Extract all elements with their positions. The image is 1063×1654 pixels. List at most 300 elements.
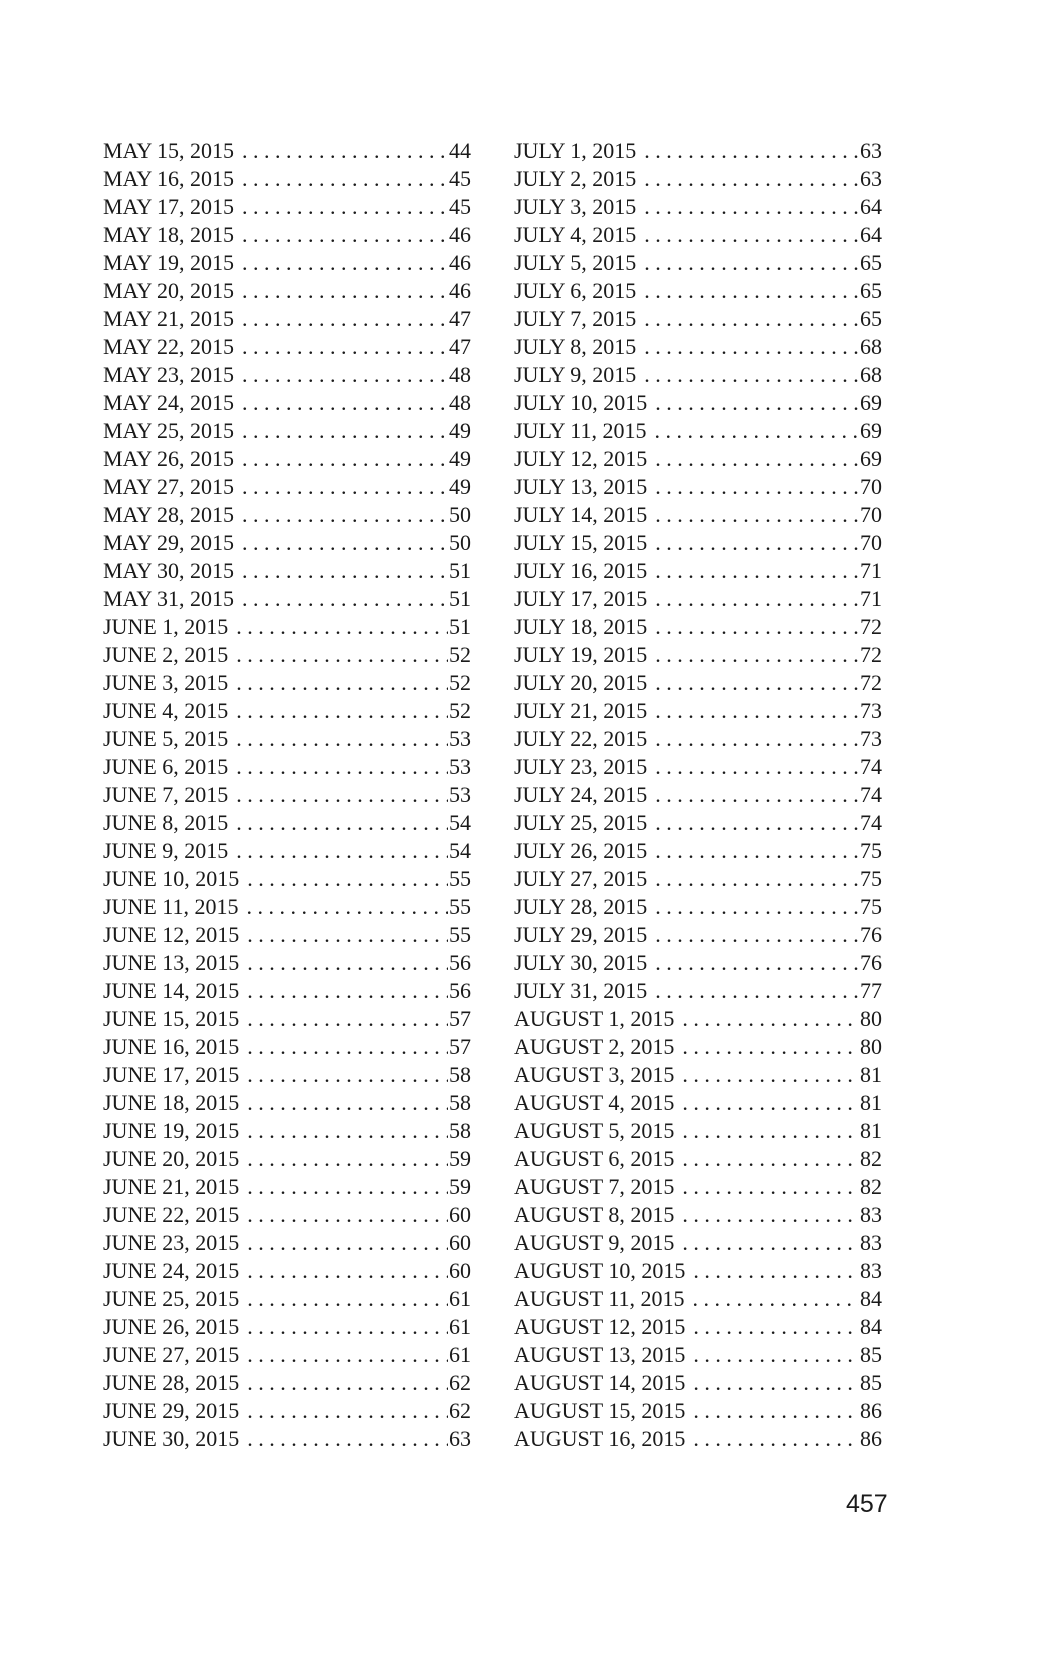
toc-entry [103, 417, 471, 445]
toc-entry-page: 51 [449, 586, 471, 611]
toc-entry-date: MAY 19, 2015 [103, 250, 235, 275]
dot-leader [655, 725, 859, 753]
toc-entry-page: 70 [860, 530, 882, 555]
toc-entry [103, 1425, 471, 1453]
toc-entry-date: JUNE 16, 2015 [103, 1034, 240, 1059]
dot-leader [655, 865, 859, 893]
toc-entry [103, 753, 471, 781]
toc-entry [514, 1201, 882, 1229]
dot-leader [693, 1257, 859, 1285]
toc-entry-date: JULY 30, 2015 [514, 950, 648, 975]
page-number: 457 [846, 1490, 888, 1518]
toc-column-right [514, 137, 882, 1453]
toc-entry-page: 63 [860, 138, 882, 163]
toc-entry [514, 949, 882, 977]
toc-entry [514, 1257, 882, 1285]
dot-leader [236, 641, 448, 669]
toc-entry [103, 949, 471, 977]
dot-leader [655, 613, 859, 641]
dot-leader [247, 1313, 448, 1341]
dot-leader [236, 837, 448, 865]
toc-entry [103, 809, 471, 837]
toc-entry-page: 86 [860, 1426, 882, 1451]
toc-entry [103, 669, 471, 697]
toc-entry-page: 48 [449, 362, 471, 387]
dot-leader [247, 1173, 448, 1201]
toc-entry-date: AUGUST 3, 2015 [514, 1062, 675, 1087]
dot-leader [644, 249, 859, 277]
toc-entry-page: 46 [449, 278, 471, 303]
toc-entry [103, 921, 471, 949]
toc-entry-page: 48 [449, 390, 471, 415]
toc-entry [103, 305, 471, 333]
toc-entry-page: 83 [860, 1230, 882, 1255]
dot-leader [655, 641, 859, 669]
toc-entry [103, 557, 471, 585]
toc-entry-page: 58 [449, 1090, 471, 1115]
toc-entry-page: 82 [860, 1174, 882, 1199]
toc-entry-page: 63 [860, 166, 882, 191]
toc-entry [514, 221, 882, 249]
toc-entry [514, 893, 882, 921]
toc-entry-page: 45 [449, 166, 471, 191]
dot-leader [247, 1061, 448, 1089]
toc-entry-page: 58 [449, 1062, 471, 1087]
toc-entry-date: JULY 10, 2015 [514, 390, 648, 415]
toc-entry [514, 585, 882, 613]
toc-entry [514, 1061, 882, 1089]
dot-leader [655, 809, 859, 837]
toc-entry-page: 73 [860, 698, 882, 723]
dot-leader [655, 445, 859, 473]
toc-entry [514, 1313, 882, 1341]
toc-entry-date: JULY 3, 2015 [514, 194, 637, 219]
toc-entry-date: JUNE 12, 2015 [103, 922, 240, 947]
dot-leader [655, 585, 859, 613]
toc-entry-date: MAY 18, 2015 [103, 222, 235, 247]
toc-entry [103, 1201, 471, 1229]
toc-entry-date: JUNE 14, 2015 [103, 978, 240, 1003]
toc-entry-date: JUNE 6, 2015 [103, 754, 229, 779]
dot-leader [242, 165, 448, 193]
dot-leader [693, 1397, 859, 1425]
toc-entry-page: 53 [449, 782, 471, 807]
toc-entry-date: AUGUST 14, 2015 [514, 1370, 686, 1395]
toc-entry-date: JUNE 28, 2015 [103, 1370, 240, 1395]
dot-leader [242, 501, 448, 529]
toc-entry-date: JULY 18, 2015 [514, 614, 648, 639]
dot-leader [655, 753, 859, 781]
toc-entry-page: 84 [860, 1314, 882, 1339]
toc-entry [514, 1033, 882, 1061]
toc-entry-page: 55 [449, 866, 471, 891]
dot-leader [655, 389, 859, 417]
dot-leader [247, 949, 448, 977]
dot-leader [247, 1145, 448, 1173]
toc-entry-date: JULY 8, 2015 [514, 334, 637, 359]
toc-entry [103, 725, 471, 753]
toc-entry-date: JULY 13, 2015 [514, 474, 648, 499]
toc-entry-date: MAY 31, 2015 [103, 586, 235, 611]
toc-entry-page: 61 [449, 1314, 471, 1339]
toc-entry [103, 1397, 471, 1425]
dot-leader [247, 1117, 448, 1145]
toc-entry-date: JUNE 15, 2015 [103, 1006, 240, 1031]
toc-entry [514, 249, 882, 277]
dot-leader [242, 249, 448, 277]
dot-leader [655, 781, 859, 809]
toc-entry-date: JULY 11, 2015 [514, 418, 647, 443]
toc-entry [514, 445, 882, 473]
dot-leader [654, 417, 859, 445]
toc-entry-date: JULY 29, 2015 [514, 922, 648, 947]
dot-leader [655, 529, 859, 557]
toc-entry [103, 865, 471, 893]
toc-entry [514, 137, 882, 165]
toc-entry [103, 613, 471, 641]
dot-leader [247, 921, 448, 949]
toc-entry-page: 57 [449, 1034, 471, 1059]
toc-entry-page: 84 [860, 1286, 882, 1311]
dot-leader [247, 1089, 448, 1117]
toc-entry-page: 53 [449, 754, 471, 779]
toc-entry [103, 1173, 471, 1201]
toc-entry-page: 68 [860, 362, 882, 387]
toc-entry-date: JULY 2, 2015 [514, 166, 637, 191]
toc-entry-page: 81 [860, 1090, 882, 1115]
toc-entry-date: JULY 7, 2015 [514, 306, 637, 331]
toc-entry-page: 80 [860, 1034, 882, 1059]
toc-entry-date: JUNE 19, 2015 [103, 1118, 240, 1143]
toc-entry [514, 1117, 882, 1145]
toc-entry-page: 52 [449, 642, 471, 667]
toc-entry-page: 77 [860, 978, 882, 1003]
toc-entry-date: AUGUST 2, 2015 [514, 1034, 675, 1059]
dot-leader [242, 221, 448, 249]
toc-entry [514, 389, 882, 417]
toc-entry-date: JULY 22, 2015 [514, 726, 648, 751]
toc-entry-date: JULY 6, 2015 [514, 278, 637, 303]
toc-entry-page: 70 [860, 502, 882, 527]
toc-entry [103, 1061, 471, 1089]
toc-entry [514, 361, 882, 389]
toc-entry-date: JULY 14, 2015 [514, 502, 648, 527]
toc-entry-page: 59 [449, 1174, 471, 1199]
toc-entry-date: JUNE 4, 2015 [103, 698, 229, 723]
toc-entry [103, 1285, 471, 1313]
toc-entry [514, 977, 882, 1005]
toc-entry-date: JUNE 26, 2015 [103, 1314, 240, 1339]
toc-entry-date: MAY 17, 2015 [103, 194, 235, 219]
dot-leader [682, 1061, 859, 1089]
toc-entry-date: JUNE 9, 2015 [103, 838, 229, 863]
dot-leader [236, 753, 448, 781]
toc-entry-page: 56 [449, 978, 471, 1003]
dot-leader [247, 1425, 448, 1453]
toc-entry [103, 165, 471, 193]
dot-leader [644, 361, 859, 389]
toc-entry-date: JUNE 13, 2015 [103, 950, 240, 975]
toc-entry-page: 65 [860, 306, 882, 331]
dot-leader [247, 1201, 448, 1229]
toc-entry-date: AUGUST 15, 2015 [514, 1398, 686, 1423]
toc-entry-date: AUGUST 1, 2015 [514, 1006, 675, 1031]
toc-entry-page: 85 [860, 1370, 882, 1395]
dot-leader [236, 613, 448, 641]
toc-entry [103, 389, 471, 417]
dot-leader [247, 1369, 448, 1397]
toc-entry [103, 1089, 471, 1117]
toc-entry [103, 1145, 471, 1173]
toc-entry [514, 1229, 882, 1257]
toc-entry-date: AUGUST 8, 2015 [514, 1202, 675, 1227]
toc-entry-date: MAY 25, 2015 [103, 418, 235, 443]
toc-entry-date: JULY 24, 2015 [514, 782, 648, 807]
toc-entry-date: JUNE 2, 2015 [103, 642, 229, 667]
dot-leader [655, 697, 859, 725]
toc-entry [103, 1033, 471, 1061]
toc-entry-page: 57 [449, 1006, 471, 1031]
toc-entry-date: MAY 20, 2015 [103, 278, 235, 303]
toc-entry-page: 72 [860, 614, 882, 639]
dot-leader [644, 193, 859, 221]
toc-entry [514, 669, 882, 697]
dot-leader [246, 893, 448, 921]
toc-entry-date: AUGUST 13, 2015 [514, 1342, 686, 1367]
dot-leader [247, 1033, 448, 1061]
toc-entry-page: 71 [860, 558, 882, 583]
toc-entry [514, 165, 882, 193]
toc-entry-page: 81 [860, 1118, 882, 1143]
toc-entry-page: 60 [449, 1230, 471, 1255]
toc-entry [103, 137, 471, 165]
toc-entry-date: JUNE 20, 2015 [103, 1146, 240, 1171]
dot-leader [655, 893, 859, 921]
dot-leader [242, 333, 448, 361]
toc-entry [514, 501, 882, 529]
dot-leader [644, 333, 859, 361]
toc-entry [514, 1145, 882, 1173]
toc-entry-date: MAY 22, 2015 [103, 334, 235, 359]
toc-entry-page: 62 [449, 1370, 471, 1395]
dot-leader [655, 473, 859, 501]
toc-entry-page: 74 [860, 754, 882, 779]
toc-entry [514, 613, 882, 641]
toc-entry-date: JUNE 27, 2015 [103, 1342, 240, 1367]
toc-entry [103, 221, 471, 249]
toc-entry-page: 61 [449, 1342, 471, 1367]
dot-leader [693, 1313, 859, 1341]
dot-leader [247, 1397, 448, 1425]
toc-entry [514, 1397, 882, 1425]
toc-entry [103, 249, 471, 277]
toc-entry-page: 47 [449, 334, 471, 359]
toc-entry-date: JULY 15, 2015 [514, 530, 648, 555]
toc-entry [103, 781, 471, 809]
toc-entry [514, 473, 882, 501]
toc-entry-page: 83 [860, 1202, 882, 1227]
toc-entry [514, 333, 882, 361]
toc-entry-date: MAY 30, 2015 [103, 558, 235, 583]
toc-entry-page: 49 [449, 418, 471, 443]
toc-entry-date: JULY 16, 2015 [514, 558, 648, 583]
dot-leader [242, 417, 448, 445]
toc-entry-date: MAY 28, 2015 [103, 502, 235, 527]
toc-entry-page: 49 [449, 446, 471, 471]
toc-entry-date: JUNE 8, 2015 [103, 810, 229, 835]
toc-entry-date: AUGUST 6, 2015 [514, 1146, 675, 1171]
dot-leader [693, 1425, 859, 1453]
dot-leader [236, 697, 448, 725]
dot-leader [655, 669, 859, 697]
toc-entry-page: 69 [860, 390, 882, 415]
dot-leader [644, 165, 859, 193]
toc-entry-date: JUNE 23, 2015 [103, 1230, 240, 1255]
toc-entry-date: MAY 29, 2015 [103, 530, 235, 555]
toc-entry [103, 193, 471, 221]
toc-entry-page: 51 [449, 614, 471, 639]
toc-entry-date: JUNE 11, 2015 [103, 894, 239, 919]
toc-entry [514, 557, 882, 585]
toc-entry-page: 59 [449, 1146, 471, 1171]
toc-entry-page: 58 [449, 1118, 471, 1143]
toc-entry [103, 1229, 471, 1257]
toc-entry-page: 63 [449, 1426, 471, 1451]
toc-entry-page: 46 [449, 222, 471, 247]
toc-entry-page: 81 [860, 1062, 882, 1087]
dot-leader [655, 501, 859, 529]
toc-entry-date: AUGUST 4, 2015 [514, 1090, 675, 1115]
dot-leader [242, 445, 448, 473]
toc-entry [514, 1089, 882, 1117]
dot-leader [242, 361, 448, 389]
toc-entry-page: 60 [449, 1258, 471, 1283]
toc-column-left [103, 137, 471, 1453]
toc-entry [514, 837, 882, 865]
toc-entry-page: 61 [449, 1286, 471, 1311]
dot-leader [236, 725, 448, 753]
toc-entry [514, 725, 882, 753]
toc-entry-page: 50 [449, 502, 471, 527]
toc-entry-page: 47 [449, 306, 471, 331]
dot-leader [242, 585, 448, 613]
toc-entry [103, 1005, 471, 1033]
toc-entry [514, 921, 882, 949]
dot-leader [247, 1229, 448, 1257]
dot-leader [682, 1145, 859, 1173]
toc-entry [103, 837, 471, 865]
toc-entry-page: 52 [449, 670, 471, 695]
toc-entry-date: JUNE 17, 2015 [103, 1062, 240, 1087]
dot-leader [693, 1285, 859, 1313]
dot-leader [236, 781, 448, 809]
toc-entry [103, 641, 471, 669]
toc-entry-date: JULY 21, 2015 [514, 698, 648, 723]
toc-entry-date: JUNE 24, 2015 [103, 1258, 240, 1283]
toc-entry [103, 473, 471, 501]
dot-leader [655, 949, 859, 977]
toc-entry-date: JUNE 21, 2015 [103, 1174, 240, 1199]
toc-entry-page: 56 [449, 950, 471, 975]
toc-entry-date: AUGUST 16, 2015 [514, 1426, 686, 1451]
dot-leader [236, 809, 448, 837]
dot-leader [655, 837, 859, 865]
toc-entry-date: JUNE 25, 2015 [103, 1286, 240, 1311]
toc-entry [103, 1313, 471, 1341]
toc-entry [514, 305, 882, 333]
toc-entry-page: 62 [449, 1398, 471, 1423]
toc-entry-date: JUNE 3, 2015 [103, 670, 229, 695]
toc-entry-date: MAY 21, 2015 [103, 306, 235, 331]
dot-leader [247, 1341, 448, 1369]
toc-entry [103, 445, 471, 473]
dot-leader [242, 473, 448, 501]
toc-entry-page: 82 [860, 1146, 882, 1171]
toc-entry-date: JUNE 5, 2015 [103, 726, 229, 751]
dot-leader [682, 1173, 859, 1201]
toc-entry [103, 697, 471, 725]
toc-entry-date: JULY 12, 2015 [514, 446, 648, 471]
toc-entry [514, 1341, 882, 1369]
toc-entry-page: 65 [860, 278, 882, 303]
dot-leader [247, 1005, 448, 1033]
toc-entry-page: 55 [449, 922, 471, 947]
toc-entry-date: MAY 23, 2015 [103, 362, 235, 387]
dot-leader [247, 865, 448, 893]
toc-entry-date: JULY 5, 2015 [514, 250, 637, 275]
toc-entry [103, 1341, 471, 1369]
toc-entry-page: 73 [860, 726, 882, 751]
toc-entry-page: 86 [860, 1398, 882, 1423]
toc-entry-date: AUGUST 9, 2015 [514, 1230, 675, 1255]
toc-entry [103, 529, 471, 557]
dot-leader [644, 137, 859, 165]
toc-entry-page: 68 [860, 334, 882, 359]
dot-leader [682, 1089, 859, 1117]
dot-leader [655, 921, 859, 949]
toc-entry-date: AUGUST 10, 2015 [514, 1258, 686, 1283]
toc-entry-date: JUNE 30, 2015 [103, 1426, 240, 1451]
toc-entry-date: JULY 19, 2015 [514, 642, 648, 667]
toc-entry [103, 585, 471, 613]
toc-entry-date: AUGUST 11, 2015 [514, 1286, 685, 1311]
dot-leader [655, 977, 859, 1005]
toc-entry-page: 76 [860, 922, 882, 947]
toc-entry [514, 641, 882, 669]
toc-entry-date: JULY 1, 2015 [514, 138, 637, 163]
dot-leader [247, 977, 448, 1005]
dot-leader [247, 1285, 448, 1313]
toc-entry-date: JUNE 1, 2015 [103, 614, 229, 639]
toc-entry-page: 50 [449, 530, 471, 555]
toc-entry-page: 75 [860, 894, 882, 919]
toc-entry-date: JUNE 10, 2015 [103, 866, 240, 891]
dot-leader [682, 1201, 859, 1229]
toc-entry [103, 1117, 471, 1145]
toc-entry-date: JUNE 22, 2015 [103, 1202, 240, 1227]
toc-entry-page: 53 [449, 726, 471, 751]
dot-leader [236, 669, 448, 697]
toc-entry-date: JUNE 29, 2015 [103, 1398, 240, 1423]
toc-entry-page: 46 [449, 250, 471, 275]
dot-leader [242, 557, 448, 585]
toc-entry [103, 501, 471, 529]
toc-entry-page: 71 [860, 586, 882, 611]
dot-leader [644, 221, 859, 249]
dot-leader [242, 529, 448, 557]
toc-entry [514, 1369, 882, 1397]
toc-entry-page: 54 [449, 838, 471, 863]
